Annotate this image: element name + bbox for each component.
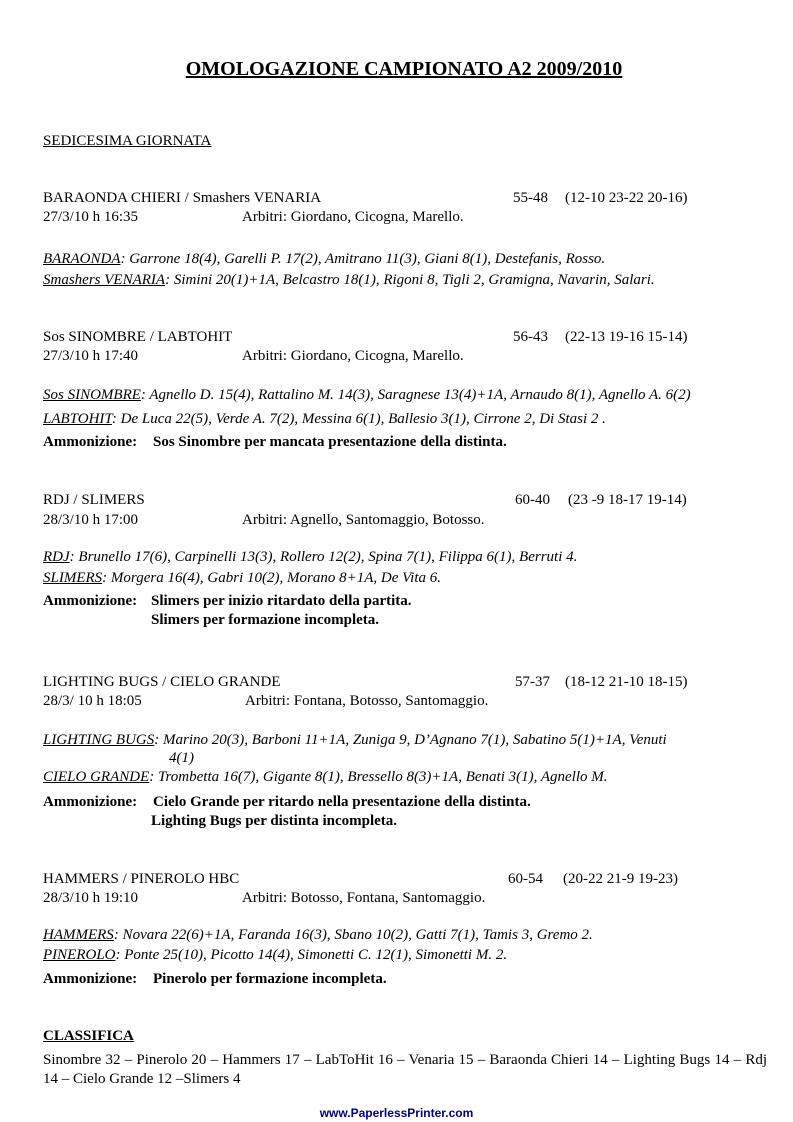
scorers-players: : Garrone 18(4), Garelli P. 17(2), Amitrano 11(3), Giani 8(1), Destefanis, Rosso. <box>120 251 606 267</box>
warning-label: Ammonizione: <box>43 593 138 609</box>
scorers-team: RDJ <box>43 549 70 565</box>
match-score: 57-37 <box>515 674 550 690</box>
scorers-line <box>43 386 691 405</box>
match-partials: (18-12 21-10 18-15) <box>565 674 688 690</box>
match-score: 60-54 <box>508 871 543 887</box>
scorers-line <box>43 410 606 429</box>
scorers-team: PINEROLO <box>43 947 116 963</box>
match-datetime: 27/3/10 h 16:35 <box>43 209 139 225</box>
match-referees: Arbitri: Giordano, Cicogna, Marello. <box>242 209 464 225</box>
scorers-line <box>43 569 441 588</box>
match-referees: Arbitri: Giordano, Cicogna, Marello. <box>242 348 464 364</box>
standings-title: CLASSIFICA <box>43 1028 134 1044</box>
scorers-players: : Simini 20(1)+1A, Belcastro 18(1), Rigoni 8, Tigli 2, Gramigna, Navarin, Salari. <box>165 272 655 288</box>
scorers-line <box>43 548 577 567</box>
scorers-line <box>43 946 507 965</box>
match-teams: RDJ / SLIMERS <box>43 492 145 508</box>
scorers-line <box>43 250 605 269</box>
scorers-players: : Agnello D. 15(4), Rattalino M. 14(3), Saragnese 13(4)+1A, Arnaudo 8(1), Agnello A. 6(2) <box>140 387 691 403</box>
scorers-team: LIGHTING BUGS <box>43 732 155 748</box>
scorers-players: : Novara 22(6)+1A, Faranda 16(3), Sbano 10(2), Gatti 7(1), Tamis 3, Gremo 2. <box>113 927 593 943</box>
scorers-team: CIELO GRANDE <box>43 769 150 785</box>
scorers-players: : Ponte 25(10), Picotto 14(4), Simonetti C. 12(1), Simonetti M. 2. <box>115 947 508 963</box>
match-datetime: 28/3/10 h 19:10 <box>43 890 139 906</box>
match-datetime: 27/3/10 h 17:40 <box>43 348 139 364</box>
match-datetime: 28/3/10 h 17:00 <box>43 512 139 528</box>
warning-label: Ammonizione: <box>43 971 138 987</box>
section-title: SEDICESIMA GIORNATA <box>43 133 212 149</box>
warning-label: Ammonizione: <box>43 434 138 450</box>
warning-text: Slimers per formazione incompleta. <box>151 612 380 628</box>
standings-text: Sinombre 32 – Pinerolo 20 – Hammers 17 – LabToHit 16 – Venaria 15 – Baraonda Chieri 14 – Lighting Bugs 14 – Rdj 14 – Cielo Grande 12 –Slimers 4 <box>43 1052 767 1087</box>
warning-text: Cielo Grande per ritardo nella presentazione della distinta. <box>153 794 531 810</box>
warning-text: Lighting Bugs per distinta incompleta. <box>151 813 398 829</box>
scorers-team: Sos SINOMBRE <box>43 387 141 403</box>
match-teams: Sos SINOMBRE / LABTOHIT <box>43 329 233 345</box>
warning-text: Slimers per inizio ritardato della partita. <box>151 593 412 609</box>
scorers-team: HAMMERS <box>43 927 114 943</box>
scorers-players: : Brunello 17(6), Carpinelli 13(3), Rollero 12(2), Spina 7(1), Filippa 6(1), Berruti 4. <box>69 549 578 565</box>
scorers-continuation: 4(1) <box>169 750 194 766</box>
warning-label: Ammonizione: <box>43 794 138 810</box>
scorers-line <box>43 926 593 945</box>
scorers-players: : Morgera 16(4), Gabri 10(2), Morano 8+1A, De Vita 6. <box>102 570 441 586</box>
match-score: 60-40 <box>515 492 550 508</box>
scorers-players: : Marino 20(3), Barboni 11+1A, Zuniga 9, D’Agnano 7(1), Sabatino 5(1)+1A, Venuti <box>154 732 667 748</box>
match-partials: (20-22 21-9 19-23) <box>563 871 678 887</box>
scorers-team: SLIMERS <box>43 570 103 586</box>
scorers-team: LABTOHIT <box>43 411 112 427</box>
page-title: OMOLOGAZIONE CAMPIONATO A2 2009/2010 <box>185 58 623 80</box>
match-datetime: 28/3/ 10 h 18:05 <box>43 693 142 709</box>
match-referees: Arbitri: Fontana, Botosso, Santomaggio. <box>245 693 489 709</box>
scorers-team: Smashers VENARIA <box>43 272 166 288</box>
match-partials: (12-10 23-22 20-16) <box>565 190 688 206</box>
match-partials: (23 -9 18-17 19-14) <box>568 492 687 508</box>
scorers-team: BARAONDA <box>43 251 121 267</box>
warning-text: Pinerolo per formazione incompleta. <box>153 971 387 987</box>
footer-link[interactable]: www.PaperlessPrinter.com <box>319 1106 474 1120</box>
scorers-line <box>43 731 667 750</box>
match-referees: Arbitri: Botosso, Fontana, Santomaggio. <box>242 890 486 906</box>
match-teams: LIGHTING BUGS / CIELO GRANDE <box>43 674 281 690</box>
match-score: 56-43 <box>513 329 548 345</box>
match-referees: Arbitri: Agnello, Santomaggio, Botosso. <box>242 512 485 528</box>
scorers-line <box>43 768 608 787</box>
match-teams: BARAONDA CHIERI / Smashers VENARIA <box>43 190 322 206</box>
scorers-line <box>43 271 655 290</box>
scorers-players: : Trombetta 16(7), Gigante 8(1), Bressello 8(3)+1A, Benati 3(1), Agnello M. <box>149 769 608 785</box>
warning-text: Sos Sinombre per mancata presentazione della distinta. <box>153 434 507 450</box>
match-score: 55-48 <box>513 190 548 206</box>
match-teams: HAMMERS / PINEROLO HBC <box>43 871 240 887</box>
scorers-players: : De Luca 22(5), Verde A. 7(2), Messina 6(1), Ballesio 3(1), Cirrone 2, Di Stasi 2 . <box>111 411 606 427</box>
match-partials: (22-13 19-16 15-14) <box>565 329 688 345</box>
